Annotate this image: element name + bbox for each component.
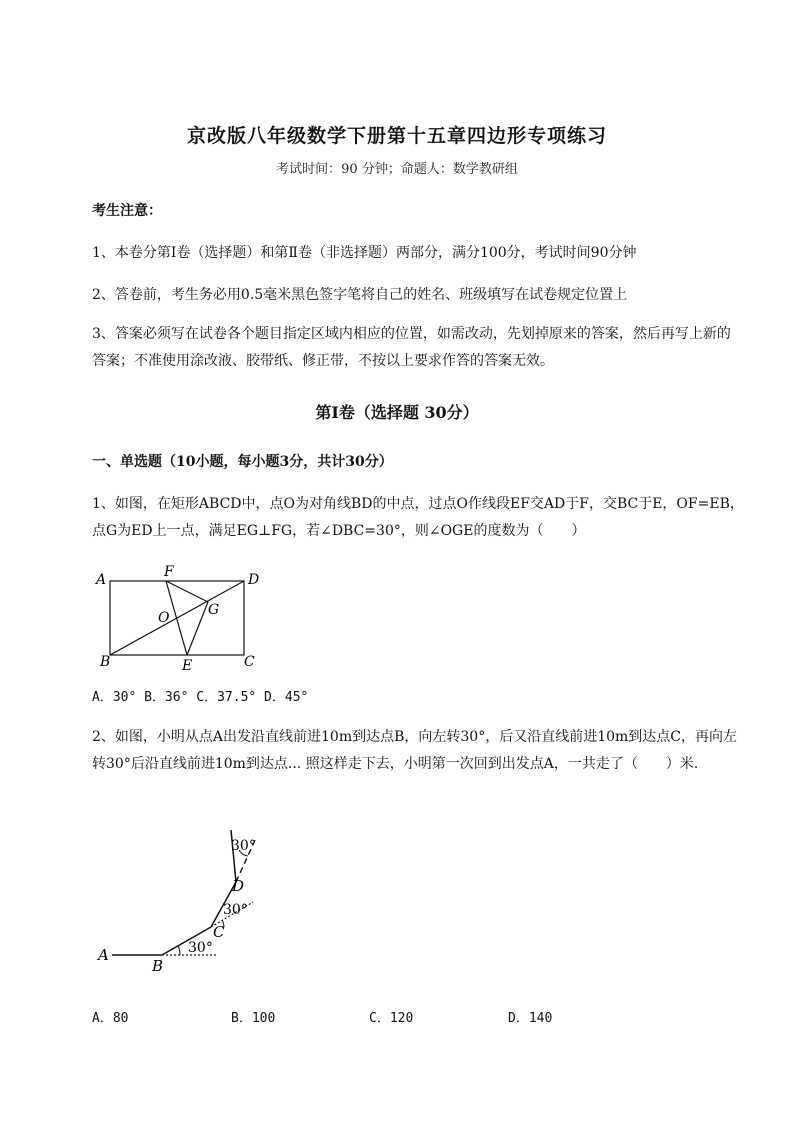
question-1-text: 1、如图，在矩形ABCD中，点O为对角线BD的中点，过点O作线段EF交AD于F，交BC于E，OF=EB，点G为ED上一点，满足EG⊥FG，若∠DBC=30°，则∠OGE的度数为（ ） bbox=[92, 496, 744, 539]
page-title: 京改版八年级数学下册第十五章四边形专项练习 bbox=[186, 125, 607, 147]
angle-label-b: 30° bbox=[188, 940, 213, 956]
notice-item-1: 1、本卷分第Ⅰ卷（选择题）和第Ⅱ卷（非选择题）两部分，满分100分，考试时间90分钟 bbox=[92, 245, 637, 261]
label-a: A bbox=[96, 572, 107, 588]
angle-label-c: 30° bbox=[223, 902, 248, 918]
question-1-options: A．30° B．36° C．37.5° D．45° bbox=[92, 690, 309, 705]
label-f: F bbox=[164, 564, 174, 580]
label-d: D bbox=[248, 572, 260, 588]
question-2-option-a: A．80 bbox=[92, 1011, 129, 1026]
question-2-figure bbox=[90, 826, 270, 976]
segment-fg bbox=[166, 581, 208, 602]
question-2-option-c: C．120 bbox=[369, 1011, 414, 1026]
notice-item-2: 2、答卷前，考生务必用0.5毫米黑色签字笔将自己的姓名、班级填写在试卷规定位置上 bbox=[92, 287, 628, 303]
exam-info: 考试时间：90 分钟；命题人：数学教研组 bbox=[276, 162, 518, 177]
label-e: E bbox=[182, 658, 193, 674]
label-c: C bbox=[213, 923, 225, 941]
label-c: C bbox=[244, 654, 255, 670]
label-g: G bbox=[208, 602, 220, 618]
notice-item-3: 3、答案必须写在试卷各个题目指定区域内相应的位置，如需改动，先划掉原来的答案，然后再写上新的答案；不准使用涂改液、胶带纸、修正带，不按以上要求作答的答案无效。 bbox=[92, 326, 731, 369]
question-2-option-d: D．140 bbox=[508, 1011, 553, 1026]
label-a: A bbox=[98, 946, 109, 964]
section-title: 第Ⅰ卷（选择题 30分） bbox=[315, 403, 479, 422]
label-o: O bbox=[158, 610, 170, 626]
notice-title: 考生注意： bbox=[92, 203, 162, 219]
question-2-text: 2、如图，小明从点A出发沿直线前进10m到达点B，向左转30°，后又沿直线前进10m到达点C，再向左转30°后沿直线前进10m到达点... 照这样走下去，小明第一次回到出发点A，一共走了（ ）米． bbox=[92, 729, 738, 772]
angle-label-d: 30° bbox=[231, 838, 256, 854]
label-d: D bbox=[232, 877, 245, 895]
part-title: 一、单选题（10小题，每小题3分，共计30分） bbox=[92, 454, 393, 470]
angle-arc-b bbox=[178, 946, 180, 955]
segment-eg bbox=[187, 602, 208, 655]
question-1-figure bbox=[90, 562, 270, 677]
label-b: B bbox=[100, 654, 111, 670]
question-2-option-b: B．100 bbox=[231, 1011, 276, 1026]
label-b: B bbox=[152, 957, 164, 975]
